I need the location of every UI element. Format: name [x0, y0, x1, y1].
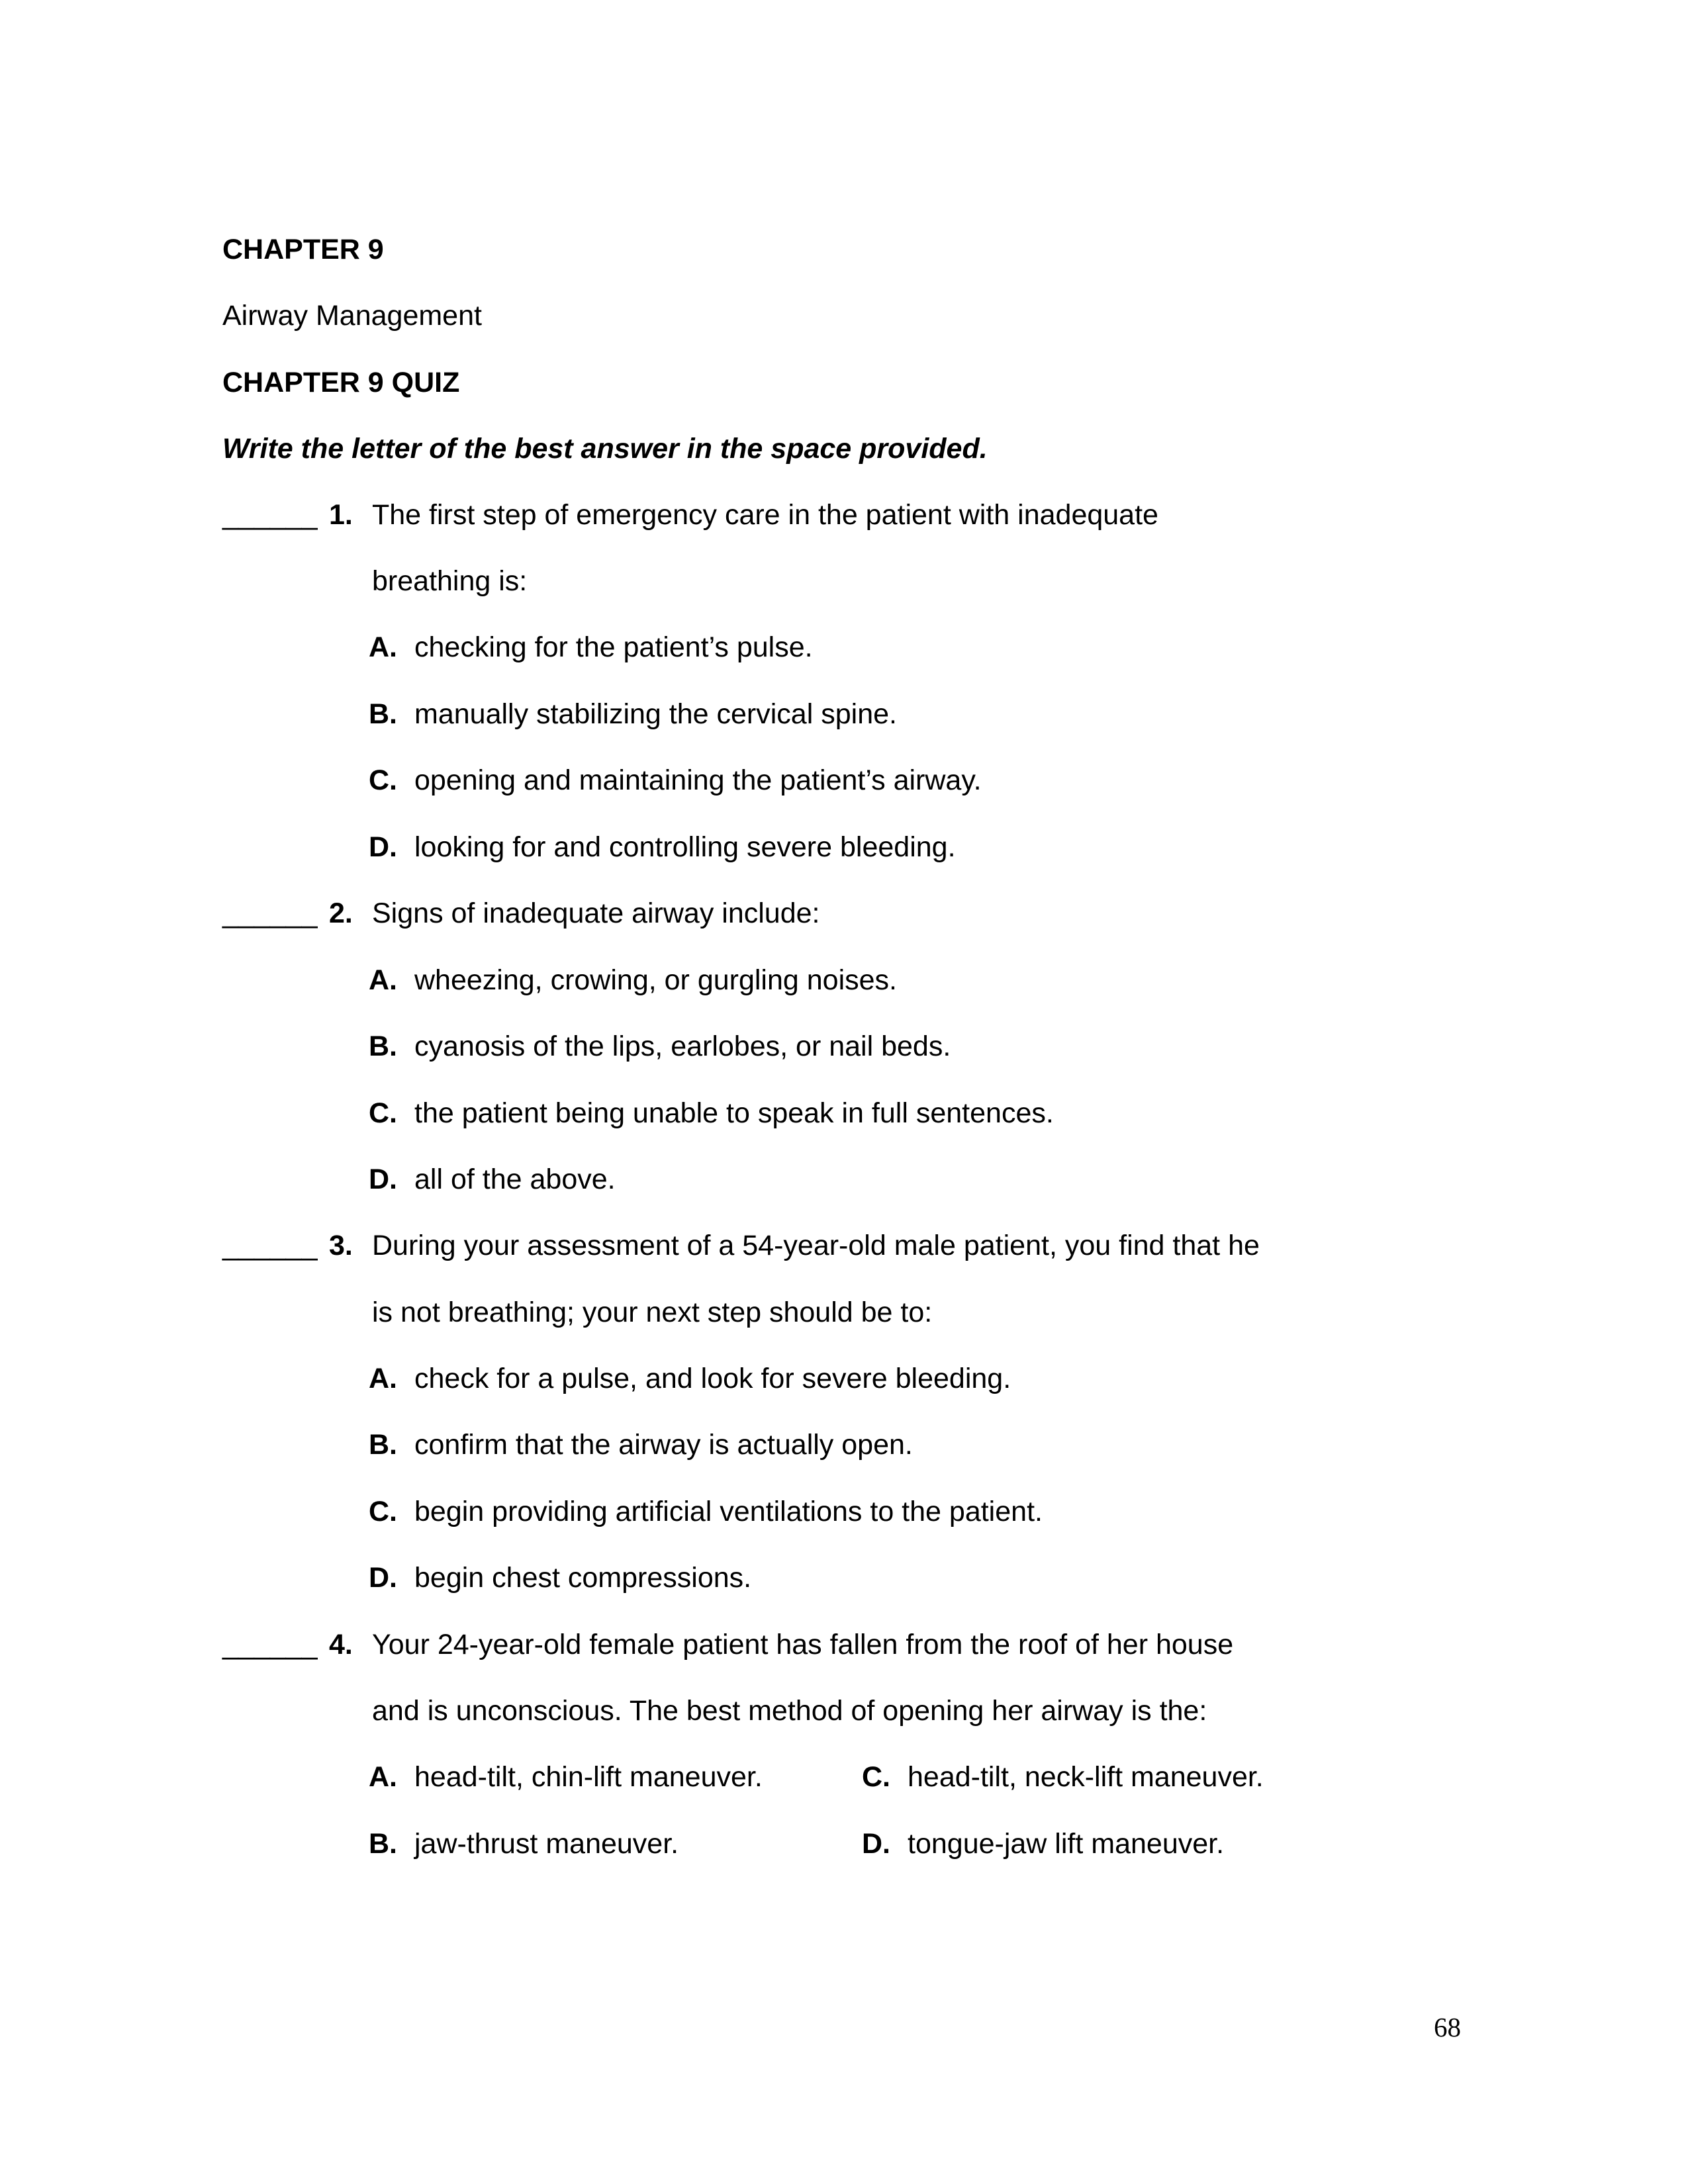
option-letter: A. [369, 1363, 397, 1394]
option-letter: C. [369, 1097, 397, 1129]
option-text: begin providing artificial ventilations to the patient. [414, 1496, 1043, 1527]
answer-blank[interactable]: ______ [222, 1230, 318, 1261]
question-number: 1. [329, 499, 353, 531]
option-letter: A. [369, 631, 397, 663]
quiz-title: CHAPTER 9 QUIZ [222, 367, 460, 398]
option-text: begin chest compressions. [414, 1562, 752, 1594]
option-letter: A. [369, 964, 397, 996]
answer-blank[interactable]: ______ [222, 499, 318, 531]
chapter-label: CHAPTER 9 [222, 234, 384, 265]
option-letter: D. [369, 1163, 397, 1195]
page-number: 68 [1434, 2012, 1461, 2042]
question-number: 3. [329, 1230, 353, 1261]
question-number: 4. [329, 1629, 353, 1661]
question-text: Your 24-year-old female patient has fallen from the roof of her house [372, 1629, 1234, 1661]
option-text: wheezing, crowing, or gurgling noises. [414, 964, 898, 996]
option-text: manually stabilizing the cervical spine. [414, 698, 897, 730]
question-text: and is unconscious. The best method of opening her airway is the: [372, 1695, 1207, 1727]
answer-blank[interactable]: ______ [222, 1629, 318, 1661]
option-text: tongue-jaw lift maneuver. [908, 1828, 1225, 1860]
option-letter: C. [369, 1496, 397, 1527]
option-text: head-tilt, chin-lift maneuver. [414, 1761, 763, 1793]
option-letter: B. [369, 1429, 397, 1461]
option-letter: B. [369, 1828, 397, 1860]
option-letter: B. [369, 1030, 397, 1062]
option-letter: A. [369, 1761, 397, 1793]
option-text: head-tilt, neck-lift maneuver. [908, 1761, 1264, 1793]
option-letter: B. [369, 698, 397, 730]
option-text: opening and maintaining the patient’s airway. [414, 764, 982, 796]
instructions: Write the letter of the best answer in the space provided. [222, 433, 988, 465]
answer-blank[interactable]: ______ [222, 897, 318, 929]
question-text: is not breathing; your next step should be to: [372, 1297, 933, 1328]
option-letter: C. [862, 1761, 890, 1793]
question-text: The first step of emergency care in the patient with inadequate [372, 499, 1158, 531]
option-text: all of the above. [414, 1163, 616, 1195]
option-text: looking for and controlling severe bleeding. [414, 831, 956, 863]
option-letter: D. [369, 1562, 397, 1594]
option-letter: C. [369, 764, 397, 796]
option-text: the patient being unable to speak in full sentences. [414, 1097, 1054, 1129]
option-text: jaw-thrust maneuver. [414, 1828, 679, 1860]
option-text: cyanosis of the lips, earlobes, or nail beds. [414, 1030, 951, 1062]
question-number: 2. [329, 897, 353, 929]
question-text: breathing is: [372, 565, 528, 597]
option-text: checking for the patient’s pulse. [414, 631, 813, 663]
option-letter: D. [862, 1828, 890, 1860]
chapter-title: Airway Management [222, 300, 482, 332]
option-text: confirm that the airway is actually open. [414, 1429, 913, 1461]
question-text: During your assessment of a 54-year-old male patient, you find that he [372, 1230, 1260, 1261]
option-text: check for a pulse, and look for severe bleeding. [414, 1363, 1011, 1394]
option-letter: D. [369, 831, 397, 863]
question-text: Signs of inadequate airway include: [372, 897, 820, 929]
